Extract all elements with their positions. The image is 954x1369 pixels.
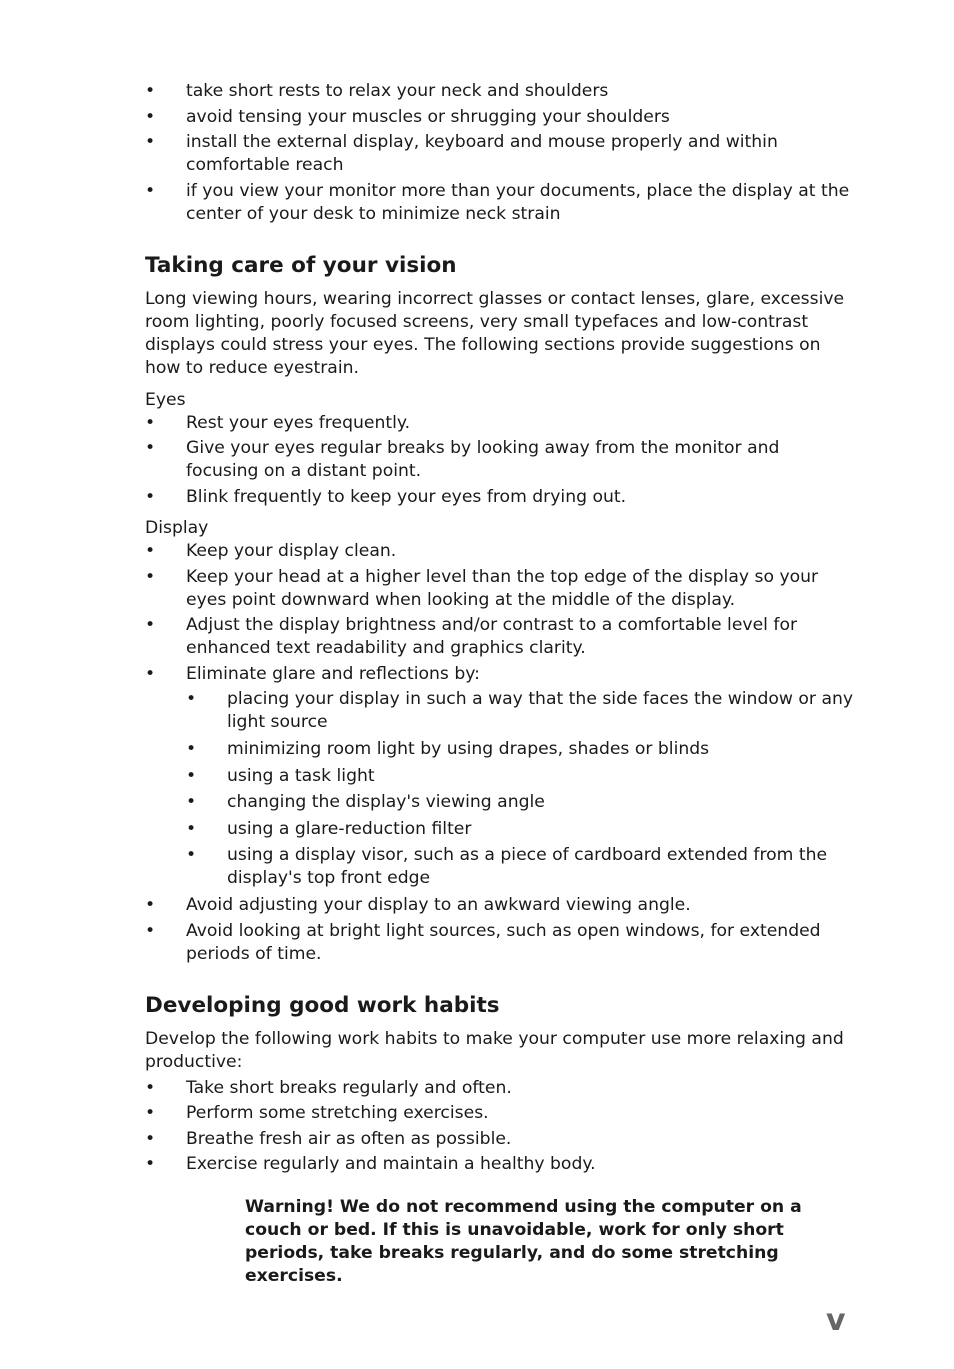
posture-tips-list — [145, 80, 855, 226]
page-content — [145, 80, 855, 1179]
list-item — [145, 540, 855, 563]
list-item-text: Blink frequently to keep your eyes from drying out. — [186, 486, 627, 507]
display-list-continued — [145, 894, 855, 966]
list-item-text: using a display visor, such as a piece of cardboard extended from the display's top front edge — [227, 845, 828, 889]
list-item-text: Exercise regularly and maintain a healthy body. — [186, 1154, 596, 1175]
list-item — [145, 894, 855, 917]
list-item — [145, 486, 855, 509]
list-item-text: using a task light — [227, 765, 375, 786]
list-item-text: Take short breaks regularly and often. — [186, 1077, 512, 1098]
bullet: • — [145, 1128, 156, 1149]
list-item-text: Eliminate glare and reflections by: — [186, 663, 480, 684]
list-item — [145, 614, 855, 660]
bullet: • — [186, 738, 197, 759]
list-item — [145, 1102, 855, 1125]
habits-list — [145, 1077, 855, 1177]
bullet: • — [145, 663, 156, 684]
habits-intro: Develop the following work habits to make your computer use more relaxing and productive: — [145, 1028, 844, 1072]
list-item-text: Rest your eyes frequently. — [186, 412, 411, 433]
bullet: • — [145, 106, 156, 127]
display-label: Display — [145, 517, 209, 538]
bullet: • — [145, 566, 156, 587]
sublist-item — [145, 818, 855, 841]
list-item-text: Give your eyes regular breaks by looking away from the monitor and focusing on a distant point. — [186, 438, 780, 482]
bullet: • — [186, 689, 197, 710]
display-list — [145, 540, 855, 686]
eyes-label: Eyes — [145, 389, 186, 410]
list-item-text: placing your display in such a way that the side faces the window or any light source — [227, 689, 854, 733]
list-item — [145, 1128, 855, 1151]
bullet: • — [145, 1154, 156, 1175]
bullet: • — [145, 438, 156, 459]
list-item — [145, 566, 855, 612]
bullet: • — [145, 486, 156, 507]
list-item — [145, 80, 855, 103]
list-item-text: Adjust the display brightness and/or contrast to a comfortable level for enhanced text readability and graphics clarity. — [186, 615, 798, 659]
sublist-item — [145, 844, 855, 890]
habits-heading: Developing good work habits — [145, 992, 500, 1018]
list-item-text: Keep your head at a higher level than the top edge of the display so your eyes point downward when looking at the middle of the display. — [186, 566, 819, 610]
list-item — [145, 663, 855, 686]
list-item — [145, 106, 855, 129]
list-item-text: Keep your display clean. — [186, 540, 397, 561]
bullet: • — [145, 894, 156, 915]
list-item-text: install the external display, keyboard and mouse properly and within comfortable reach — [186, 132, 778, 176]
sublist-item — [145, 791, 855, 814]
bullet: • — [145, 412, 156, 433]
bullet: • — [145, 615, 156, 636]
bullet: • — [145, 132, 156, 153]
list-item — [145, 412, 855, 435]
list-item — [145, 920, 855, 966]
sublist-item — [145, 688, 855, 734]
sublist-item — [145, 765, 855, 788]
bullet: • — [145, 920, 156, 941]
vision-intro: Long viewing hours, wearing incorrect glasses or contact lenses, glare, excessive room lighting, poorly focused screens, very small typefaces and low-contrast displays could stress your eyes. The following sections provide suggestions on how to reduce eyestrain. — [145, 288, 845, 378]
list-item — [145, 437, 855, 483]
eyes-list — [145, 412, 855, 509]
list-item — [145, 131, 855, 177]
page-number: v — [826, 1303, 846, 1338]
list-item-text: changing the display's viewing angle — [227, 792, 545, 813]
list-item-text: Avoid adjusting your display to an awkward viewing angle. — [186, 894, 691, 915]
vision-heading: Taking care of your vision — [145, 252, 457, 278]
bullet: • — [145, 180, 156, 201]
list-item-text: if you view your monitor more than your documents, place the display at the center of your desk to minimize neck strain — [186, 180, 850, 224]
list-item-text: using a glare-reduction filter — [227, 818, 472, 839]
list-item — [145, 1077, 855, 1100]
list-item-text: Breathe fresh air as often as possible. — [186, 1128, 512, 1149]
list-item — [145, 180, 855, 226]
bullet: • — [186, 765, 197, 786]
glare-sublist — [145, 688, 855, 890]
list-item-text: take short rests to relax your neck and shoulders — [186, 81, 609, 101]
bullet: • — [186, 792, 197, 813]
list-item — [145, 1153, 855, 1176]
list-item-text: Perform some stretching exercises. — [186, 1103, 489, 1124]
list-item-text: Avoid looking at bright light sources, such as open windows, for extended periods of time. — [186, 920, 821, 964]
bullet: • — [145, 540, 156, 561]
bullet: • — [186, 818, 197, 839]
bullet: • — [145, 1077, 156, 1098]
warning-note: Warning! We do not recommend using the computer on a couch or bed. If this is unavoidable, work for only short periods, take breaks regularly, and do some stretching exercises. — [245, 1197, 802, 1286]
bullet: • — [186, 845, 197, 866]
list-item-text: avoid tensing your muscles or shrugging your shoulders — [186, 106, 670, 127]
bullet: • — [145, 1103, 156, 1124]
bullet: • — [145, 81, 156, 101]
sublist-item — [145, 738, 855, 761]
list-item-text: minimizing room light by using drapes, shades or blinds — [227, 738, 710, 759]
